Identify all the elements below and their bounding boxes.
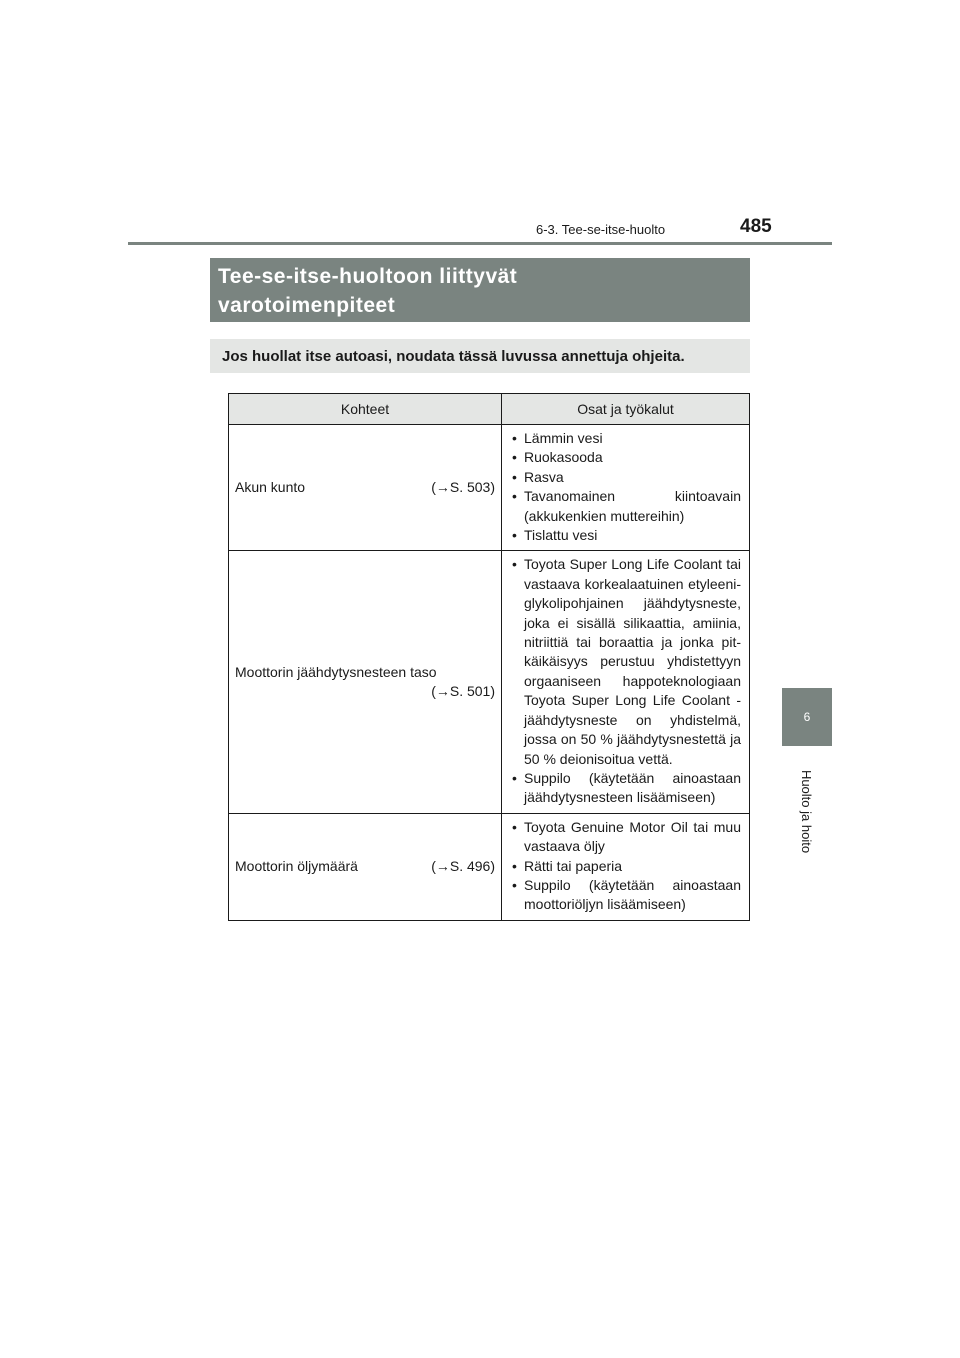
- list-item: • Tavanomainen kiintoavain (akkukenkien muttereihin): [510, 487, 741, 526]
- item-cell: [229, 813, 502, 920]
- page-reference: (→S. 496): [431, 858, 495, 875]
- page-reference: (→S. 501): [431, 683, 495, 700]
- section-title-line-1: Tee-se-itse-huoltoon liittyvät: [218, 265, 518, 288]
- list-item: • Ruokasooda: [510, 448, 741, 467]
- table-row: [229, 425, 750, 551]
- list-item: • Rasva: [510, 468, 741, 487]
- section-reference: 6-3. Tee-se-itse-huolto: [536, 222, 666, 237]
- chapter-number: 6: [803, 710, 811, 724]
- chapter-label: [782, 756, 832, 866]
- section-title-line-2: varotoimenpiteet: [218, 294, 396, 317]
- intro-box: [210, 339, 750, 373]
- table-header-row: [229, 394, 750, 425]
- list-item: • Rätti tai paperia: [510, 857, 741, 876]
- page-reference: (→S. 503): [431, 479, 495, 496]
- parts-cell: [502, 425, 750, 551]
- list-item: • Suppilo (käytetään ainoastaan jäähdytysnesteen lisäämiseen): [510, 769, 741, 808]
- column-header-items: Kohteet: [229, 394, 502, 425]
- column-header-parts: Osat ja työkalut: [502, 394, 750, 425]
- chapter-tab: [782, 688, 832, 746]
- list-item: • Toyota Genuine Motor Oil tai muu vastaava öljy: [510, 818, 741, 857]
- section-title-box: [210, 258, 750, 322]
- header-divider: [128, 242, 832, 245]
- item-cell: [229, 425, 502, 551]
- item-name: Moottorin jäähdytysnesteen taso: [235, 664, 437, 681]
- parts-cell: [502, 551, 750, 813]
- item-cell: [229, 551, 502, 813]
- list-item: • Lämmin vesi: [510, 429, 741, 448]
- parts-cell: [502, 813, 750, 920]
- list-item: • Toyota Super Long Life Coolant tai vastaava korkealaatuinen etyleeni-glykolipohjainen jäähdytysneste, joka ei sisällä silikaattia, amiinia, nitriittiä tai boraattia ja jonka pit-käikäisyys perustuu yhdistettyyn orgaaniseen happoteknologiaan Toyota Super Long Life Coolant -jäähdytysneste on yhdistelmä, jossa on 50 % jäähdytysnestettä ja 50 % deionisoitua vettä.: [510, 555, 741, 768]
- maintenance-table: [228, 393, 750, 921]
- list-item: • Suppilo (käytetään ainoastaan moottoriöljyn lisäämiseen): [510, 876, 741, 915]
- table-row: [229, 551, 750, 813]
- chapter-label-text: Huolto ja hoito: [799, 769, 815, 853]
- intro-text: Jos huollat itse autoasi, noudata tässä luvussa annettuja ohjeita.: [222, 347, 685, 365]
- page-number: 485: [740, 216, 772, 237]
- item-name: Moottorin öljymäärä: [235, 858, 358, 875]
- table-row: [229, 813, 750, 920]
- item-name: Akun kunto: [235, 479, 306, 496]
- list-item: • Tislattu vesi: [510, 526, 741, 545]
